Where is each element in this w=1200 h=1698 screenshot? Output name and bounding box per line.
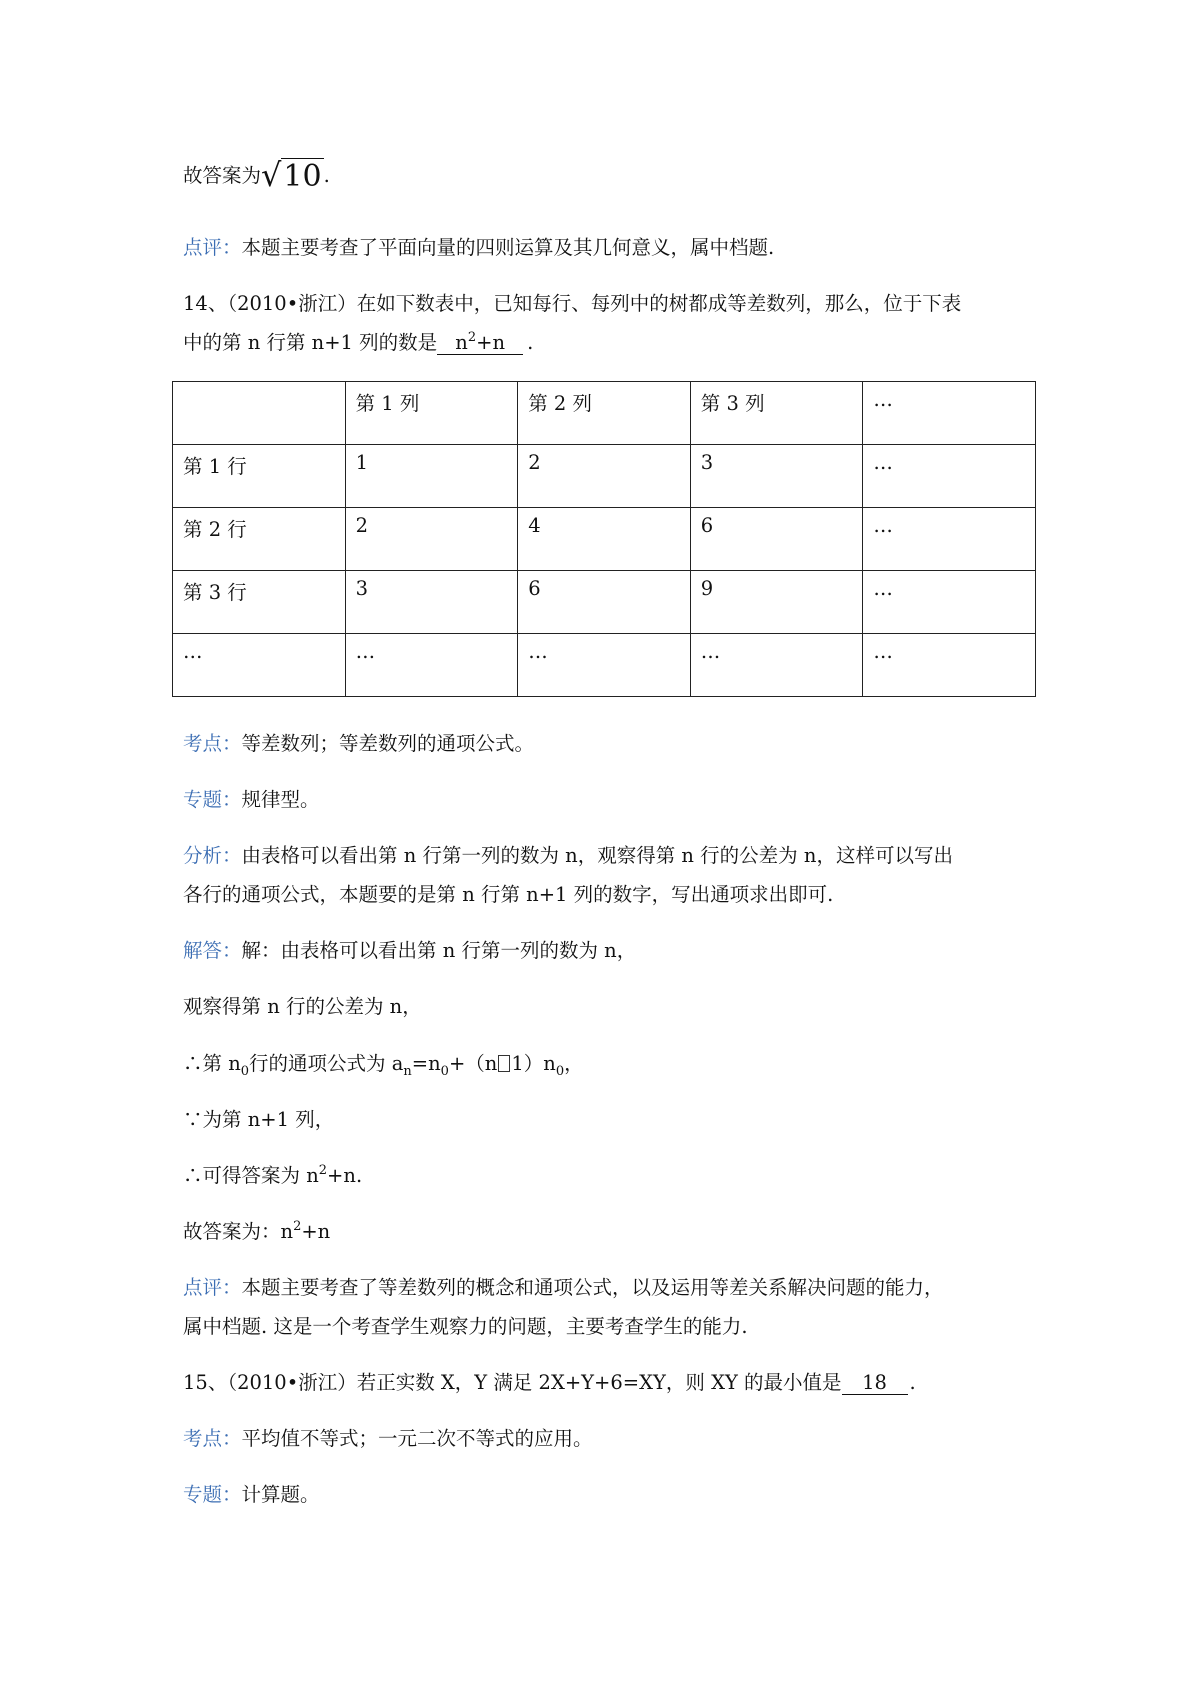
table-cell: 第 1 列 <box>345 382 518 445</box>
zhuanti-label: 专题： <box>183 788 242 811</box>
conclusion-prefix: 故答案为 <box>183 164 262 187</box>
table-cell: 第 2 列 <box>518 382 691 445</box>
zhuanti-text: 规律型。 <box>241 788 320 811</box>
step4-suffix: +n. <box>327 1164 363 1187</box>
table-cell: … <box>863 445 1036 508</box>
step4-sup: 2 <box>318 1163 328 1178</box>
table-cell: … <box>690 634 863 697</box>
table-cell: 9 <box>690 571 863 634</box>
q14-stem-prefix: 中的第 n 行第 n+1 列的数是 <box>183 331 438 354</box>
radicand: 10 <box>283 159 322 194</box>
table-cell: 4 <box>518 508 691 571</box>
step2-part: ∴第 n <box>183 1052 241 1075</box>
radical-sign-icon: √ <box>261 156 282 194</box>
q15-stem-suffix: . <box>909 1371 916 1394</box>
kaodian-text: 平均值不等式；一元二次不等式的应用。 <box>241 1427 593 1450</box>
table-cell: … <box>863 382 1036 445</box>
q14-dianping-line2: 属中档题. 这是一个考查学生观察力的问题，主要考查学生的能力. <box>183 1315 748 1338</box>
table-cell: 3 <box>690 445 863 508</box>
step5-prefix: 故答案为：n <box>183 1220 294 1243</box>
step5-sup: 2 <box>293 1219 302 1234</box>
q14-zhuanti <box>183 786 320 814</box>
table-row <box>173 571 1036 634</box>
table-cell: 2 <box>345 508 518 571</box>
q15-zhuanti <box>183 1481 320 1509</box>
table-cell: … <box>518 634 691 697</box>
table-cell: 第 2 行 <box>173 508 346 571</box>
q14-answer-blank <box>437 332 523 355</box>
q14-answer-tail: +n <box>476 331 506 354</box>
step2-sub: n <box>403 1064 412 1079</box>
fenxi-text: 由表格可以看出第 n 行第一列的数为 n，观察得第 n 行的公差为 n，这样可以写出 <box>241 844 953 867</box>
fenxi-label: 分析： <box>183 844 242 867</box>
q15-kaodian <box>183 1425 593 1453</box>
step2-sub: 0 <box>555 1064 565 1079</box>
previous-comment <box>183 234 774 262</box>
q14-kaodian <box>183 730 534 758</box>
kaodian-label: 考点： <box>183 732 242 755</box>
step2-part: 1）n <box>511 1052 556 1075</box>
jieda-text: 解：由表格可以看出第 n 行第一列的数为 n， <box>241 939 637 962</box>
table-cell: 第 3 行 <box>173 571 346 634</box>
missing-glyph-icon <box>498 1055 510 1072</box>
q14-fenxi-line2: 各行的通项公式，本题要的是第 n 行第 n+1 列的数字，写出通项求出即可. <box>183 883 834 906</box>
q14-dianping-line1 <box>183 1274 944 1302</box>
q14-step4 <box>183 1162 362 1190</box>
q14-jieda <box>183 937 636 965</box>
table-cell: … <box>345 634 518 697</box>
conclusion-suffix: . <box>323 164 330 187</box>
q14-step2 <box>183 1050 584 1078</box>
table-cell: 第 1 行 <box>173 445 346 508</box>
q14-answer-sup: 2 <box>467 330 477 345</box>
step2-part: ， <box>564 1052 584 1075</box>
q14-answer-base: n <box>455 331 468 354</box>
table-cell: 6 <box>518 571 691 634</box>
table-cell: 3 <box>345 571 518 634</box>
table-cell: 1 <box>345 445 518 508</box>
zhuanti-text: 计算题。 <box>241 1483 320 1506</box>
q14-stem-line2 <box>183 329 533 357</box>
table-cell: 6 <box>690 508 863 571</box>
step4-prefix: ∴可得答案为 n <box>183 1164 319 1187</box>
jieda-label: 解答： <box>183 939 242 962</box>
step2-sub: 0 <box>440 1064 449 1079</box>
table-header-row <box>173 382 1036 445</box>
comment-text: 本题主要考查了平面向量的四则运算及其几何意义，属中档题. <box>241 236 775 259</box>
sqrt-expression <box>261 156 324 194</box>
q14-fenxi-line1 <box>183 842 953 870</box>
q15-answer-blank: 18 <box>842 1372 908 1395</box>
number-table <box>172 381 1036 697</box>
table-row <box>173 508 1036 571</box>
q15-stem-prefix: 15、（2010•浙江）若正实数 X，Y 满足 2X+Y+6=XY，则 XY 的最小值是 <box>183 1371 842 1394</box>
zhuanti-label: 专题： <box>183 1483 242 1506</box>
table-cell: … <box>863 634 1036 697</box>
table-cell: … <box>863 508 1036 571</box>
q14-step5 <box>183 1218 330 1246</box>
dianping-text: 本题主要考查了等差数列的概念和通项公式，以及运用等差关系解决问题的能力， <box>241 1276 944 1299</box>
table-cell: … <box>173 634 346 697</box>
previous-conclusion <box>183 156 330 194</box>
kaodian-label: 考点： <box>183 1427 242 1450</box>
table-row <box>173 634 1036 697</box>
table-cell <box>173 382 346 445</box>
q14-step3: ∵为第 n+1 列， <box>183 1108 335 1131</box>
kaodian-text: 等差数列；等差数列的通项公式。 <box>241 732 535 755</box>
q15-stem <box>183 1369 916 1397</box>
q14-step1: 观察得第 n 行的公差为 n， <box>183 995 422 1018</box>
step2-part: +（n <box>448 1052 498 1075</box>
table-row <box>173 445 1036 508</box>
table-cell: … <box>863 571 1036 634</box>
dianping-label: 点评： <box>183 1276 242 1299</box>
step2-part: =n <box>411 1052 441 1075</box>
step2-sub: 0 <box>240 1064 250 1079</box>
q14-stem-suffix: . <box>527 331 534 354</box>
step5-suffix: +n <box>301 1220 331 1243</box>
step2-part: 行的通项公式为 a <box>249 1052 404 1075</box>
table-cell: 第 3 列 <box>690 382 863 445</box>
table-cell: 2 <box>518 445 691 508</box>
q14-stem-line1: 14、（2010•浙江）在如下数表中，已知每行、每列中的树都成等差数列，那么，位于下表 <box>183 292 962 315</box>
comment-label: 点评： <box>183 236 242 259</box>
